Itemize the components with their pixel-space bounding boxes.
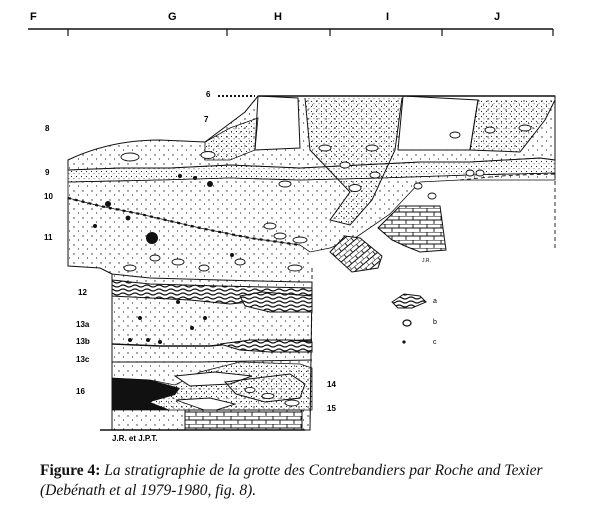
author-signature: J.R. et J.P.T. bbox=[112, 434, 158, 443]
small-author-mark: J.R. bbox=[422, 258, 431, 264]
column-label-j: J bbox=[494, 11, 501, 23]
legend-block bbox=[392, 294, 437, 346]
column-label-h: H bbox=[274, 11, 282, 23]
layer-label-9: 9 bbox=[45, 168, 50, 177]
lower-section bbox=[100, 274, 312, 430]
column-label-i: I bbox=[386, 11, 390, 23]
legend-label-b: b bbox=[433, 319, 437, 326]
layer-label-14: 14 bbox=[327, 380, 336, 389]
layer-label-13c: 13c bbox=[76, 355, 90, 364]
layer-label-12: 12 bbox=[78, 288, 87, 297]
layer-label-13b: 13b bbox=[76, 337, 90, 346]
figure-caption-text: La stratigraphie de la grotte des Contrebandiers par Roche and Texier (Debénath et al 1979-1980, fig. 8). bbox=[40, 462, 543, 499]
legend-symbol-b bbox=[403, 320, 411, 326]
legend-label-c: c bbox=[433, 339, 437, 346]
layer-label-6: 6 bbox=[206, 90, 211, 99]
column-label-g: G bbox=[168, 11, 177, 23]
column-label-f: F bbox=[30, 11, 37, 23]
layer-label-10: 10 bbox=[44, 192, 53, 201]
figure-caption bbox=[40, 461, 595, 501]
layer-label-7: 7 bbox=[204, 115, 209, 124]
layer-label-13a: 13a bbox=[76, 320, 90, 329]
legend-symbol-c bbox=[402, 340, 405, 343]
column-ruler bbox=[28, 11, 553, 36]
legend-label-a: a bbox=[433, 298, 437, 305]
layer-label-11: 11 bbox=[44, 233, 53, 242]
figure-caption-label: Figure 4: bbox=[40, 462, 101, 479]
layer-label-8: 8 bbox=[45, 124, 50, 133]
layer-label-16: 16 bbox=[76, 387, 85, 396]
legend-symbol-a bbox=[392, 294, 426, 308]
layer-label-15: 15 bbox=[327, 404, 336, 413]
